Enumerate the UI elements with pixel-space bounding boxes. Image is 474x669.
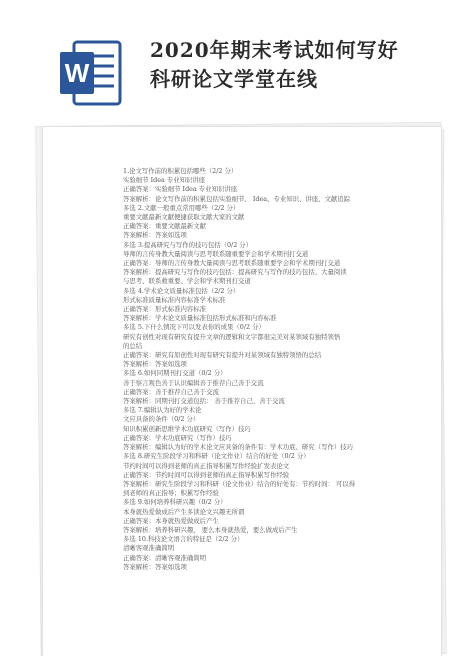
document-line: 清晰客观准确简明 — [123, 544, 175, 553]
document-line: 正确答案：研究有原创性对现有研究有提升对某领域有独特领悟的总结 — [123, 351, 322, 360]
document-line: 重要文献最新文献便捷获取文献大家的文献 — [123, 213, 245, 222]
footer — [0, 656, 474, 669]
document-line: 正确答案：重要文献最新文献 — [123, 222, 207, 231]
document-line: 形式标准质量标准内容标准学术标准 — [123, 295, 226, 304]
document-line: 多选 8.研究生阶段学习和科研（论文作业）结合的好处（0/2 分） — [123, 452, 310, 461]
document-line: 的总结 — [123, 341, 143, 350]
document-line: 多选 4.学术论文质量标准包括（2/2 分） — [123, 286, 240, 295]
document-line: 多选 6.如何同期刊打交道（0/2 分） — [123, 369, 227, 378]
document-preview[interactable] — [42, 126, 442, 658]
document-line: 答案解析：答案如选项 — [123, 360, 187, 369]
word-doc-icon — [60, 40, 122, 106]
document-line: 多选 7.编辑认为好的学术论 — [123, 406, 202, 415]
document-line: 善于察言观色善于认识编辑善于推荐自己善于交流 — [123, 378, 264, 387]
page-title — [150, 36, 450, 94]
document-line: 答案解析：培养科研兴趣， 要么本身就热爱，要么做成后产生 — [123, 525, 298, 534]
document-line: 答案解析：编辑认为好的学术论文应具备的条件有：学术功底、研究（写作）技巧 — [123, 443, 354, 452]
page-header — [0, 0, 474, 118]
document-line: 多选 5.下什么情况下可以发表你的成果（0/2 分） — [123, 323, 265, 332]
document-line: 正确答案：善于推荐自己善于交流 — [123, 387, 219, 396]
document-line: 到老师的真正指导；积累写作经验 — [123, 489, 219, 498]
document-line: 多选 9.如何培养科研兴趣（0/2 分） — [123, 498, 227, 507]
document-line: 1.论文写作前的积累包括哪些（2/2 分） — [123, 167, 238, 175]
word-icon-letter: W — [64, 58, 90, 88]
document-line: 答案解析：研究生阶段学习和科研（论文作业）结合的好处有：节约时间： 可以得 — [123, 479, 356, 488]
document-line: 正确答案：导师的言传身教大量阅读与思考联系随重要学会和学术期刊打交道 — [123, 259, 341, 268]
document-line: 答案解析：学术论文质量标准包括形式标准和内容标准 — [123, 314, 277, 323]
document-line: 与思考、联系救重要、学会和学术期刊打交道 — [123, 277, 251, 286]
document-line: 正确答案：学术功底研究（写作）技巧 — [123, 433, 232, 442]
document-line: 研究有创性对现有研究有提升文章的逻辑和文字都很完美对某领域有独特领悟 — [123, 332, 341, 341]
document-line: 知识积累创新思维学术功底研究（写作）技巧 — [123, 424, 251, 433]
title-line-1: 2020年期末考试如何写好 — [150, 38, 399, 62]
document-line: 正确答案：形式标准内容标准 — [123, 305, 207, 314]
document-line: 导师的言传身教大量阅读与思考联系随重要学会和学术期刊打交道 — [123, 249, 309, 258]
document-line: 多选 3.提高研究与写作的技巧包括（0/2 分） — [123, 240, 253, 249]
document-line: 答案解析：答案如选项 — [123, 231, 187, 240]
document-line: 多选 10.科技论文语言的特征是（2/2 分） — [123, 535, 244, 544]
document-line: 本身就热爱做成后产生多读论文兴趣无所谓 — [123, 507, 245, 516]
document-line: 答案解析：论文写作前的积累包括实验细节、 Idea、专业知识、讲座、文献追踪 — [123, 194, 351, 203]
document-line: 正确答案：清晰客观准确简明 — [123, 553, 207, 562]
document-line: 正确答案：实验细节 Idea 专业知识讲座 — [123, 185, 238, 194]
document-line: 正确答案：节约时间可以得到老师的真正指导积累写作经验 — [123, 470, 290, 479]
document-line: 答案解析：同期刊打交道包括： 善于推荐自己、善于交流 — [123, 397, 285, 406]
document-line: 正确答案：本身就热爱做成后产生 — [123, 516, 219, 525]
document-line: 多选 2.文献一般重点常用哪些（2/2 分） — [123, 203, 240, 212]
document-body — [123, 167, 393, 572]
document-line: 答案解析：答案如选项 — [123, 562, 187, 571]
document-line: 答案解析：提高研究与写作的技巧包括：提高研究与写作的技巧包括、大量阅读 — [123, 268, 347, 277]
document-line: 节约时间可以得到老师的真正指导积累写作经验扩发表论文 — [123, 461, 290, 470]
document-line: 文应具备的条件（0/2 分） — [123, 415, 200, 424]
title-line-2: 科研论文学堂在线 — [150, 67, 318, 91]
document-line: 实验细节 Idea 专业知识讲座 — [123, 176, 206, 185]
